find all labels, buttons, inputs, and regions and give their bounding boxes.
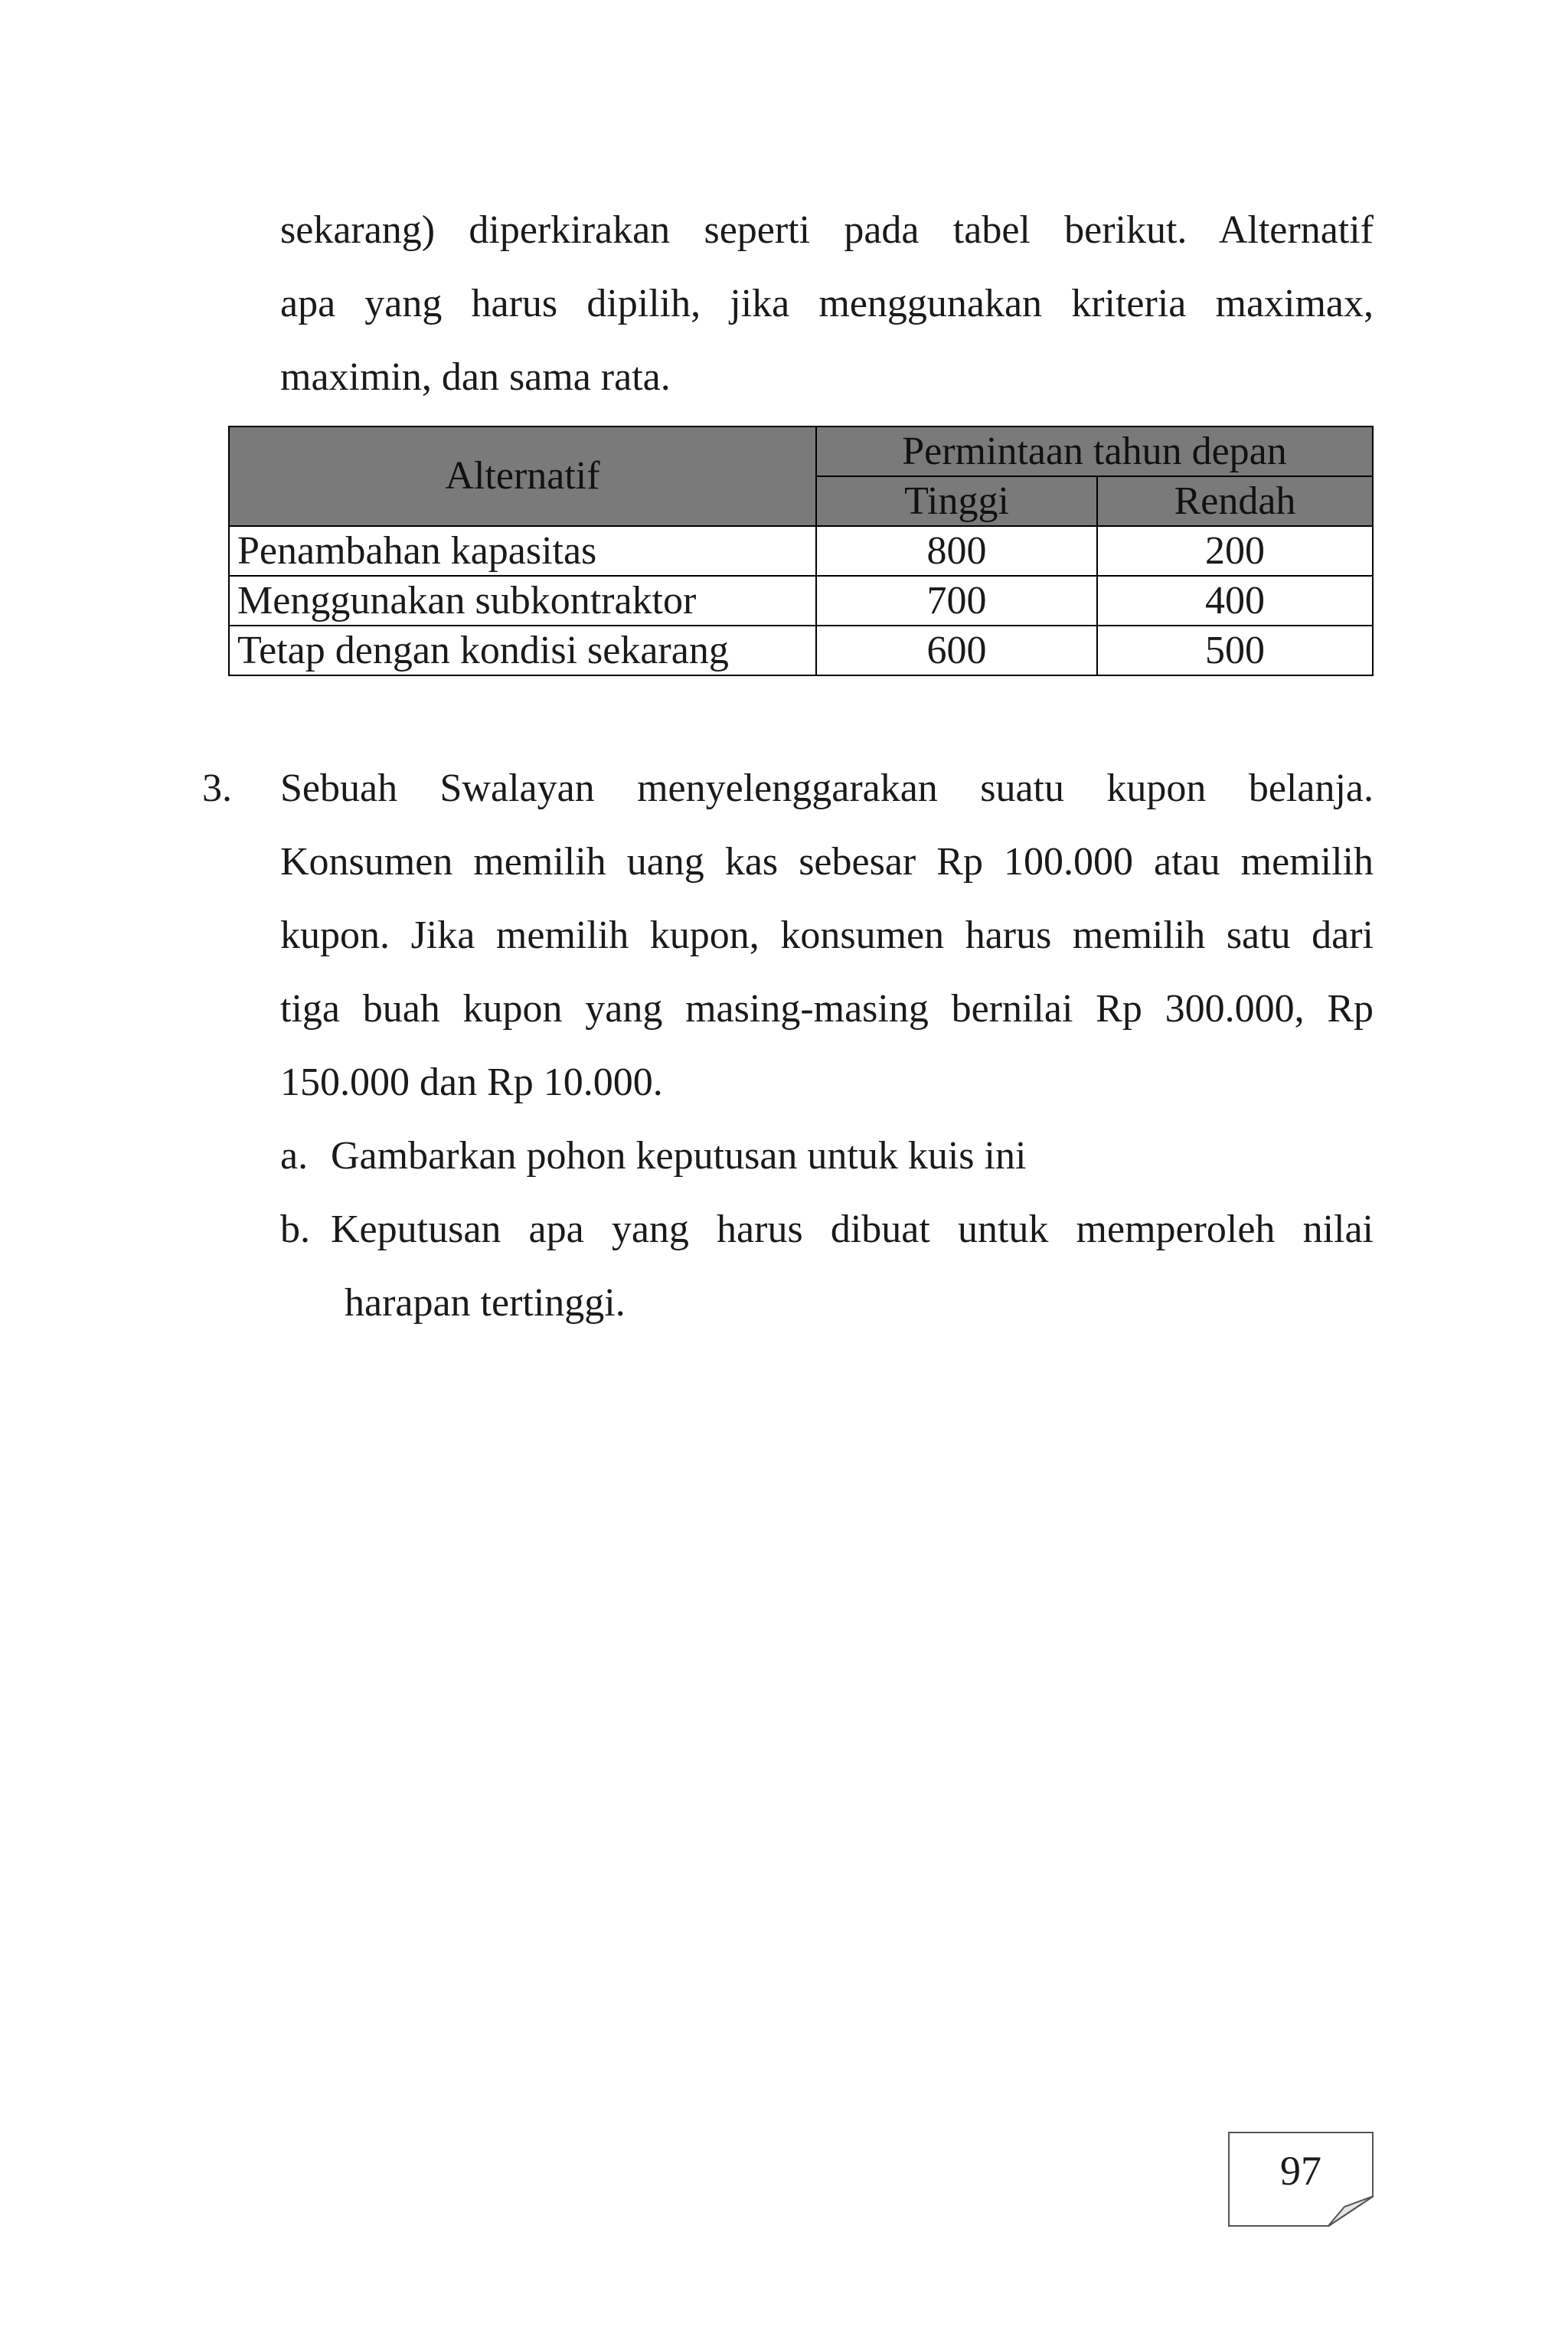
table-cell-alternative: Penambahan kapasitas [229, 526, 816, 576]
sub-item-b-label: b. [280, 1208, 310, 1251]
table-row [229, 526, 1373, 576]
question-line-2: Konsumen memilih uang kas sebesar Rp 100.000 atau memilih [280, 840, 1374, 884]
question-line-3: kupon. Jika memilih kupon, konsumen harus memilih satu dari [280, 913, 1374, 957]
demand-table [228, 426, 1374, 676]
intro-line-2: apa yang harus dipilih, jika menggunakan kriteria maximax, [280, 282, 1374, 325]
table-cell-high: 600 [816, 626, 1097, 675]
page-curl-icon [1328, 2196, 1374, 2227]
table-cell-alternative: Tetap dengan kondisi sekarang [229, 626, 816, 675]
table-cell-high: 700 [816, 576, 1097, 626]
question-number: 3. [202, 766, 232, 810]
table-cell-alternative: Menggunakan subkontraktor [229, 576, 816, 626]
table-row [229, 576, 1373, 626]
sub-item-b-text: Keputusan apa yang harus dibuat untuk memperoleh nilai [331, 1208, 1374, 1251]
question-line-5: 150.000 dan Rp 10.000. [280, 1061, 663, 1104]
intro-line-3: maximin, dan sama rata. [280, 355, 671, 399]
question-line-1: Sebuah Swalayan menyelenggarakan suatu kupon belanja. [280, 766, 1374, 810]
intro-line-1: sekarang) diperkirakan seperti pada tabel berikut. Alternatif [280, 208, 1374, 252]
sub-item-a-text: Gambarkan pohon keputusan untuk kuis ini [331, 1134, 1027, 1178]
page-number-box [1228, 2132, 1374, 2227]
table-header-low: Rendah [1097, 476, 1373, 526]
table-cell-low: 200 [1097, 526, 1373, 576]
table-row [229, 626, 1373, 675]
table-header-demand: Permintaan tahun depan [816, 427, 1373, 476]
question-line-4: tiga buah kupon yang masing-masing bernilai Rp 300.000, Rp [280, 987, 1374, 1031]
table-header-alternative: Alternatif [229, 427, 816, 526]
sub-item-a-label: a. [280, 1134, 309, 1178]
table-cell-low: 400 [1097, 576, 1373, 626]
page-number: 97 [1280, 2148, 1321, 2194]
table-cell-low: 500 [1097, 626, 1373, 675]
table-cell-high: 800 [816, 526, 1097, 576]
sub-item-b-text-continued: harapan tertinggi. [345, 1281, 626, 1325]
table-header-high: Tinggi [816, 476, 1097, 526]
